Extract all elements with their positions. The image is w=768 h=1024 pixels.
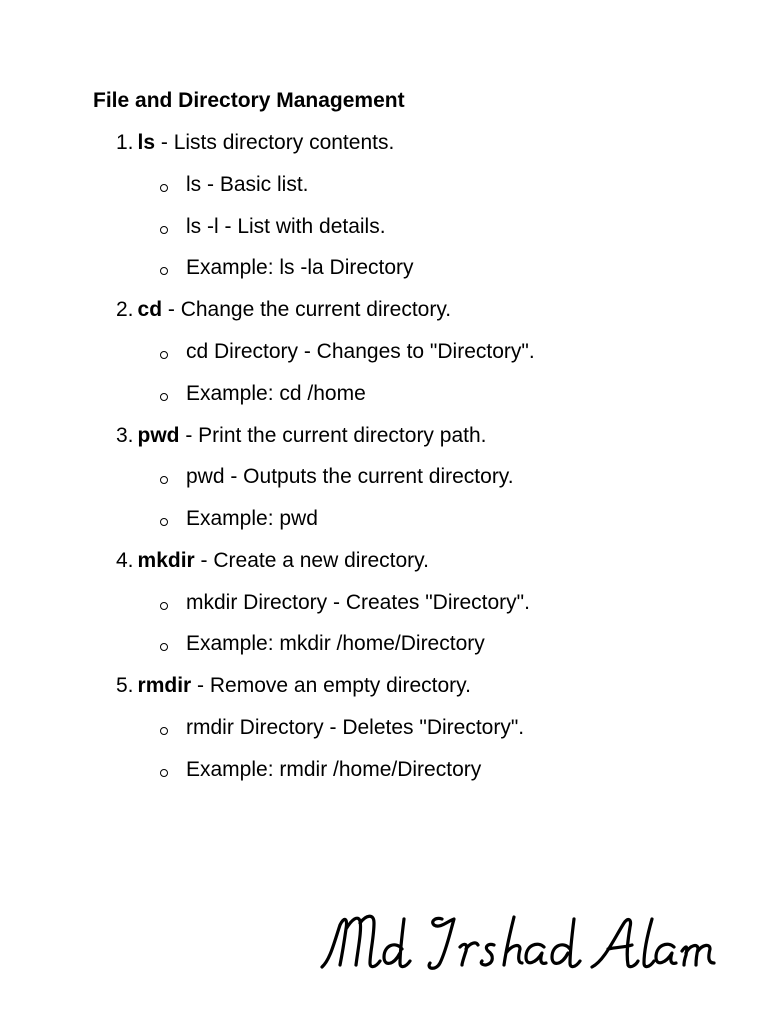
command-number: 4. — [116, 549, 134, 572]
command-item-pwd — [116, 424, 486, 448]
command-item-cd — [116, 298, 451, 322]
section-heading: File and Directory Management — [93, 89, 405, 112]
hollow-bullet-icon — [160, 476, 168, 484]
command-description: - Create a new directory. — [194, 549, 429, 572]
sub-item — [160, 173, 309, 197]
command-name: ls — [137, 131, 156, 154]
hollow-bullet-icon — [160, 226, 168, 234]
command-description: - Lists directory contents. — [155, 131, 395, 154]
sub-item — [160, 507, 318, 531]
command-number: 3. — [116, 424, 134, 447]
sub-item — [160, 382, 366, 406]
sub-item-text: pwd - Outputs the current directory. — [186, 465, 514, 488]
sub-item-text: Example: cd /home — [186, 382, 366, 405]
hollow-bullet-icon — [160, 769, 168, 777]
command-description: - Change the current directory. — [162, 298, 452, 321]
sub-item — [160, 758, 481, 782]
command-item-ls — [116, 131, 394, 155]
sub-item — [160, 465, 514, 489]
command-description: - Remove an empty directory. — [191, 674, 471, 697]
sub-item-text: Example: rmdir /home/Directory — [186, 758, 482, 781]
hollow-bullet-icon — [160, 351, 168, 359]
hollow-bullet-icon — [160, 602, 168, 610]
command-name: rmdir — [137, 674, 192, 697]
sub-item-text: ls -l - List with details. — [186, 215, 386, 238]
hollow-bullet-icon — [160, 727, 168, 735]
command-number: 1. — [116, 131, 134, 154]
sub-item-text: Example: mkdir /home/Directory — [186, 632, 485, 655]
hollow-bullet-icon — [160, 184, 168, 192]
command-item-mkdir — [116, 549, 429, 573]
sub-item — [160, 716, 524, 740]
command-number: 5. — [116, 674, 134, 697]
sub-item-text: Example: pwd — [186, 507, 318, 530]
sub-item-text: rmdir Directory - Deletes "Directory". — [186, 716, 525, 739]
hollow-bullet-icon — [160, 518, 168, 526]
sub-item — [160, 340, 535, 364]
sub-item — [160, 632, 485, 656]
sub-item — [160, 256, 414, 280]
command-name: mkdir — [137, 549, 195, 572]
hollow-bullet-icon — [160, 267, 168, 275]
command-description: - Print the current directory path. — [179, 424, 487, 447]
command-name: cd — [137, 298, 163, 321]
hollow-bullet-icon — [160, 643, 168, 651]
sub-item — [160, 215, 386, 239]
sub-item-text: cd Directory - Changes to "Directory". — [186, 340, 535, 363]
command-name: pwd — [137, 424, 180, 447]
sub-item — [160, 591, 530, 615]
command-item-rmdir — [116, 674, 471, 698]
sub-item-text: mkdir Directory - Creates "Directory". — [186, 591, 530, 614]
command-number: 2. — [116, 298, 134, 321]
handwritten-signature — [318, 905, 718, 985]
hollow-bullet-icon — [160, 393, 168, 401]
sub-item-text: ls - Basic list. — [186, 173, 309, 196]
sub-item-text: Example: ls -la Directory — [186, 256, 414, 279]
